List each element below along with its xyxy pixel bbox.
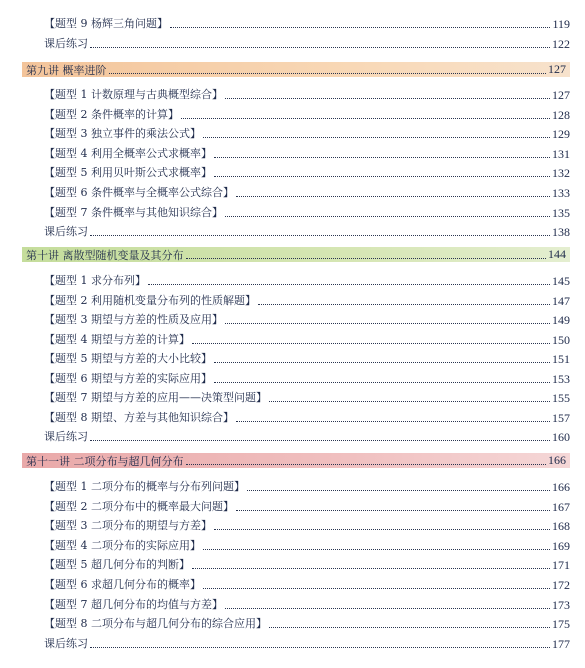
dot-leader (236, 420, 550, 422)
toc-entry[interactable] (44, 426, 570, 444)
page-number: 127 (552, 88, 570, 102)
toc-entry[interactable] (44, 143, 570, 161)
dot-leader (225, 607, 550, 609)
entry-title: 【题型 2 二项分布中的概率最大问题】 (44, 500, 234, 513)
dot-leader (214, 381, 550, 383)
dot-leader (225, 215, 550, 217)
page-number: 171 (552, 558, 570, 572)
dot-leader (203, 587, 550, 589)
page-number: 167 (552, 500, 570, 514)
toc-entry[interactable] (44, 309, 570, 327)
dot-leader (90, 646, 550, 648)
entry-title: 【题型 5 期望与方差的大小比较】 (44, 352, 212, 365)
toc-entry[interactable] (44, 84, 570, 102)
toc-entry[interactable] (44, 329, 570, 347)
dot-leader (247, 489, 550, 491)
chapter-heading[interactable] (22, 247, 570, 262)
dot-leader (258, 303, 550, 305)
toc-entry[interactable] (44, 368, 570, 386)
toc-entry[interactable] (44, 476, 570, 494)
dot-leader (90, 439, 550, 441)
page-number: 157 (552, 411, 570, 425)
entry-title: 【题型 2 条件概率的计算】 (44, 108, 179, 121)
entry-title: 【题型 7 条件概率与其他知识综合】 (44, 206, 223, 219)
page-number: 173 (552, 598, 570, 612)
entry-title: 【题型 5 利用贝叶斯公式求概率】 (44, 166, 212, 179)
dot-leader (269, 400, 550, 402)
dot-leader (186, 257, 547, 259)
page-number: 166 (552, 480, 570, 494)
entry-title: 【题型 5 超几何分布的判断】 (44, 558, 190, 571)
toc-entry[interactable] (44, 574, 570, 592)
toc-entry[interactable] (44, 594, 570, 612)
page-number: 132 (552, 166, 570, 180)
chapter-title: 第十讲 离散型随机变量及其分布 (26, 248, 184, 262)
page-number: 177 (552, 637, 570, 651)
page-number: 145 (552, 274, 570, 288)
entry-title: 【题型 3 独立事件的乘法公式】 (44, 127, 201, 140)
entry-title: 【题型 9 杨辉三角问题】 (44, 17, 168, 30)
dot-leader (236, 509, 550, 511)
toc-entry[interactable] (44, 221, 570, 239)
dot-leader (203, 136, 550, 138)
dot-leader (192, 567, 550, 569)
dot-leader (225, 97, 550, 99)
dot-leader (90, 234, 550, 236)
dot-leader (214, 175, 550, 177)
dot-leader (203, 548, 550, 550)
toc-entry[interactable] (44, 162, 570, 180)
page-number: 160 (552, 430, 570, 444)
dot-leader (225, 322, 550, 324)
toc-entry[interactable] (44, 633, 570, 651)
toc-entry[interactable] (44, 104, 570, 122)
page-number: 128 (552, 108, 570, 122)
entry-title: 【题型 1 二项分布的概率与分布列问题】 (44, 480, 245, 493)
entry-title: 【题型 4 利用全概率公式求概率】 (44, 147, 212, 160)
dot-leader (192, 342, 550, 344)
page-number: 129 (552, 127, 570, 141)
page-number: 172 (552, 578, 570, 592)
entry-title: 【题型 1 计数原理与古典概型综合】 (44, 88, 223, 101)
toc-entry[interactable] (44, 182, 570, 200)
page-number: 151 (552, 352, 570, 366)
dot-leader (214, 156, 550, 158)
entry-title: 【题型 7 超几何分布的均值与方差】 (44, 598, 223, 611)
chapter-heading[interactable] (22, 62, 570, 77)
entry-title: 【题型 6 条件概率与全概率公式综合】 (44, 186, 234, 199)
toc-entry[interactable] (44, 270, 570, 288)
entry-title: 【题型 4 期望与方差的计算】 (44, 333, 190, 346)
toc-entry[interactable] (44, 348, 570, 366)
dot-leader (181, 117, 550, 119)
entry-title: 【题型 3 二项分布的期望与方差】 (44, 519, 212, 532)
toc-entry[interactable] (44, 123, 570, 141)
page-number: 150 (552, 333, 570, 347)
toc-entry[interactable] (44, 535, 570, 553)
dot-leader (214, 361, 550, 363)
page-number: 135 (552, 206, 570, 220)
page-number: 119 (552, 17, 570, 31)
chapter-page-number: 127 (548, 62, 566, 76)
chapter-title: 第九讲 概率进阶 (26, 63, 107, 77)
page-number: 175 (552, 617, 570, 631)
toc-entry[interactable] (44, 613, 570, 631)
entry-title: 【题型 1 求分布列】 (44, 274, 146, 287)
entry-title: 【题型 6 求超几何分布的概率】 (44, 578, 201, 591)
page-number: 153 (552, 372, 570, 386)
chapter-page-number: 166 (548, 453, 566, 467)
toc-entry[interactable] (44, 33, 570, 51)
page-number: 149 (552, 313, 570, 327)
dot-leader (109, 72, 547, 74)
entry-title: 课后练习 (44, 37, 88, 50)
page-number: 168 (552, 519, 570, 533)
toc-entry[interactable] (44, 387, 570, 405)
toc-entry[interactable] (44, 515, 570, 533)
dot-leader (214, 528, 550, 530)
entry-title: 【题型 8 期望、方差与其他知识综合】 (44, 411, 234, 424)
entry-title: 课后练习 (44, 225, 88, 238)
chapter-page-number: 144 (548, 247, 566, 261)
entry-title: 【题型 7 期望与方差的应用——决策型问题】 (44, 391, 267, 404)
entry-title: 【题型 8 二项分布与超几何分布的综合应用】 (44, 617, 267, 630)
page-number: 169 (552, 539, 570, 553)
entry-title: 课后练习 (44, 430, 88, 443)
page-number: 122 (552, 37, 570, 51)
toc-entry[interactable] (44, 554, 570, 572)
page-number: 138 (552, 225, 570, 239)
dot-leader (170, 26, 550, 28)
dot-leader (269, 626, 550, 628)
toc-entry[interactable] (44, 290, 570, 308)
toc-entry[interactable] (44, 13, 570, 31)
chapter-title: 第十一讲 二项分布与超几何分布 (26, 454, 184, 468)
chapter-heading[interactable] (22, 453, 570, 468)
dot-leader (236, 195, 550, 197)
page-number: 155 (552, 391, 570, 405)
page-number: 133 (552, 186, 570, 200)
page-number: 147 (552, 294, 570, 308)
entry-title: 【题型 2 利用随机变量分布列的性质解题】 (44, 294, 256, 307)
entry-title: 【题型 3 期望与方差的性质及应用】 (44, 313, 223, 326)
dot-leader (186, 463, 547, 465)
toc-entry[interactable] (44, 202, 570, 220)
dot-leader (90, 46, 550, 48)
entry-title: 课后练习 (44, 637, 88, 650)
toc-entry[interactable] (44, 496, 570, 514)
entry-title: 【题型 6 期望与方差的实际应用】 (44, 372, 212, 385)
entry-title: 【题型 4 二项分布的实际应用】 (44, 539, 201, 552)
dot-leader (148, 283, 550, 285)
toc-entry[interactable] (44, 407, 570, 425)
page-number: 131 (552, 147, 570, 161)
